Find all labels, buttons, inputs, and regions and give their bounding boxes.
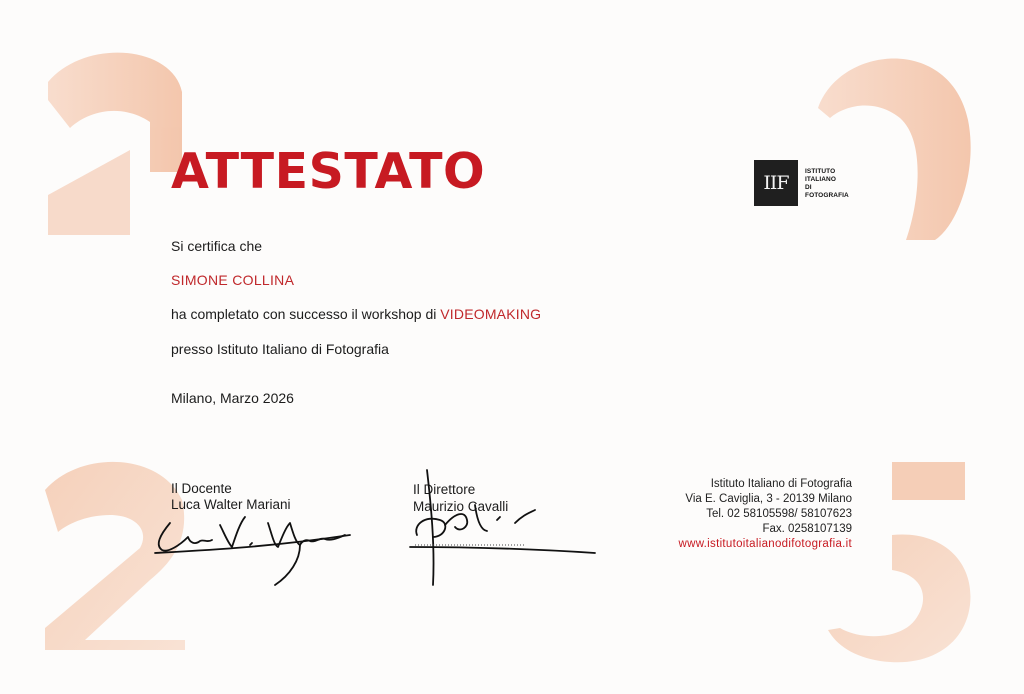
logo-wordmark bbox=[805, 168, 849, 200]
teacher-signature bbox=[150, 505, 365, 590]
institute-name: Istituto Italiano di Fotografia bbox=[710, 478, 852, 490]
intro-text: Si certifica che bbox=[171, 238, 263, 254]
logo-line: FOTOGRAFIA bbox=[805, 192, 849, 199]
place-date: Milano, Marzo 2026 bbox=[171, 390, 294, 406]
logo-line: DI bbox=[805, 184, 812, 191]
institute-website[interactable]: www.istitutoitalianodifotografia.it bbox=[678, 538, 852, 550]
logo-line: ITALIANO bbox=[805, 176, 837, 183]
recipient-name: SIMONE COLLINA bbox=[171, 272, 295, 288]
venue-text: presso Istituto Italiano di Fotografia bbox=[171, 341, 389, 357]
numeral-5-bottom-right bbox=[892, 462, 965, 500]
teacher-role: Il Docente bbox=[171, 481, 232, 496]
teacher-name: Luca Walter Mariani bbox=[171, 497, 291, 512]
logo-monogram: IIF bbox=[763, 172, 789, 194]
completion-text: ha completato con successo il workshop di bbox=[171, 306, 437, 322]
logo-monogram-box bbox=[754, 160, 798, 206]
numeral-0-top-right bbox=[818, 58, 971, 240]
director-role: Il Direttore bbox=[413, 482, 476, 497]
director-name: Maurizio Cavalli bbox=[413, 499, 509, 514]
certificate-title: ATTESTATO bbox=[171, 143, 486, 200]
completion-line bbox=[171, 305, 541, 323]
institute-address: Via E. Caviglia, 3 - 20139 Milano bbox=[685, 493, 852, 505]
institute-fax: Fax. 0258107139 bbox=[762, 523, 852, 535]
numeral-2-top-left bbox=[48, 53, 182, 172]
institute-logo bbox=[754, 160, 849, 206]
logo-line: ISTITUTO bbox=[805, 168, 836, 175]
director-signature bbox=[405, 465, 605, 590]
workshop-name: VIDEOMAKING bbox=[440, 306, 542, 322]
institute-contact bbox=[679, 477, 853, 552]
institute-tel: Tel. 02 58105598/ 58107623 bbox=[706, 508, 852, 520]
